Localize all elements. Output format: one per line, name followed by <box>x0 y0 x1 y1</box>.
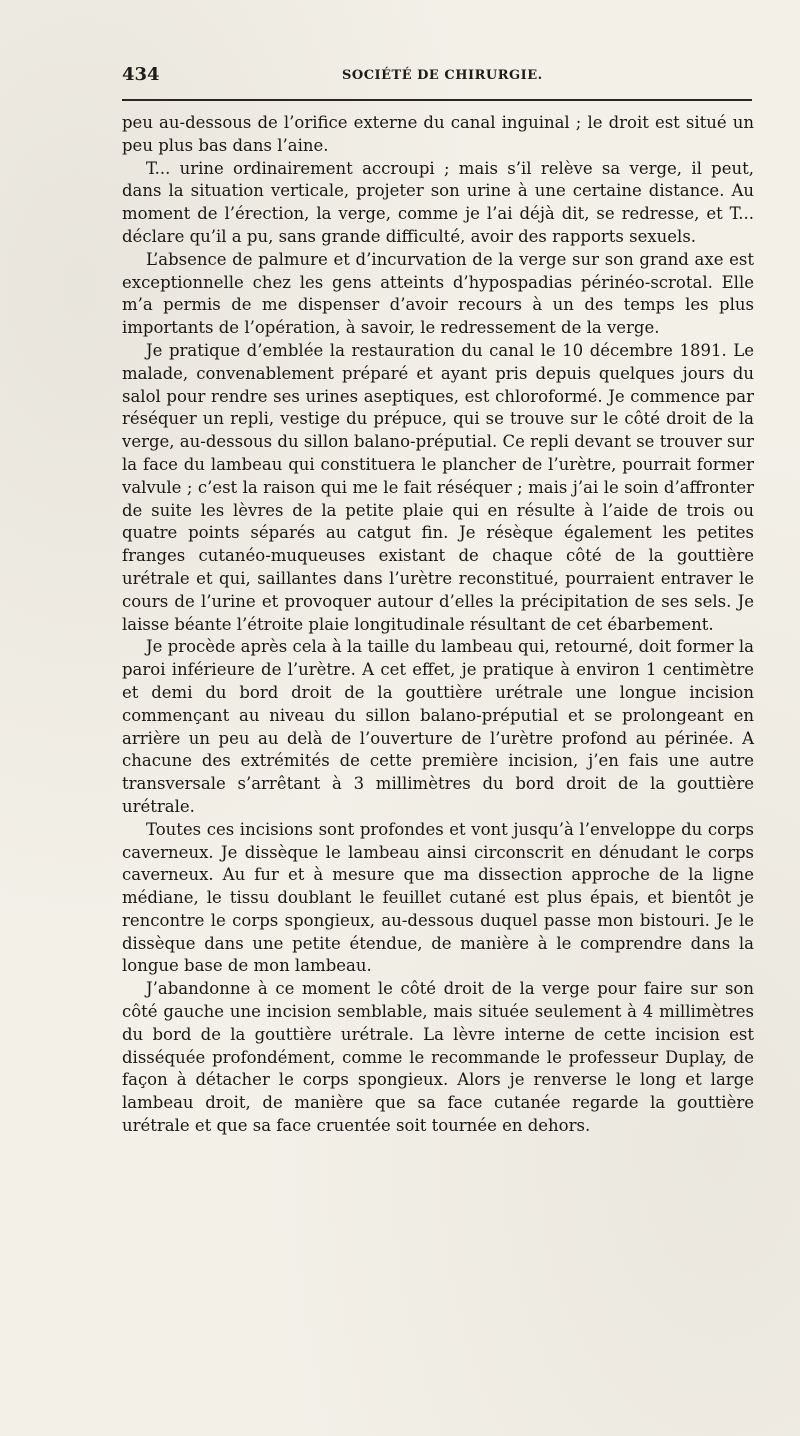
body-text <box>122 112 754 1138</box>
paragraph-continuation: peu au-dessous de l’orifice externe du canal inguinal ; le droit est situé un peu plus bas dans l’aine. <box>122 113 754 155</box>
header-rule <box>122 99 752 101</box>
paragraph: Je pratique d’emblée la restauration du canal le 10 décembre 1891. Le malade, convenablement préparé et ayant pris depuis quelques jours du salol pour rendre ses urines aseptiques, est chloroformé. Je commence par réséquer un repli, vestige du prépuce, qui se trouve sur le côté droit de la verge, au-dessous du sillon balano-préputial. Ce repli devant se trouver sur la face du lambeau qui constituera le plancher de l’urètre, pourrait former valvule ; c’est la raison qui me le fait réséquer ; mais j’ai le soin d’affronter de suite les lèvres de la petite plaie qui en résulte à l’aide de trois ou quatre points séparés au catgut fin. Je résèque également les petites franges cutanéo-muqueuses existant de chaque côté de la gouttière urétrale et qui, saillantes dans l’urètre reconstitué, pourraient entraver le cours de l’urine et provoquer autour d’elles la précipitation de ses sels. Je laisse béante l’étroite plaie longitudinale résultant de cet ébarbement. <box>122 340 754 634</box>
paragraph: Toutes ces incisions sont profondes et vont jusqu’à l’enveloppe du corps caverneux. Je dissèque le lambeau ainsi circonscrit en dénudant le corps caverneux. Au fur et à mesure que ma dissection approche de la ligne médiane, le tissu doublant le feuillet cutané est plus épais, et bientôt je rencontre le corps spongieux, au-dessous duquel passe mon bistouri. Je le dissèque dans une petite étendue, de manière à le comprendre dans la longue base de mon lambeau. <box>122 819 754 976</box>
page-number: 434 <box>122 64 160 85</box>
paragraph: J’abandonne à ce moment le côté droit de la verge pour faire sur son côté gauche une incision semblable, mais située seulement à 4 millimètres du bord de la gouttière urétrale. La lèvre interne de cette incision est disséquée profondément, comme le recommande le professeur Duplay, de façon à détacher le corps spongieux. Alors je renverse le long et large lambeau droit, de manière que sa face cutanée regarde la gouttière urétrale et que sa face cruentée soit tournée en dehors. <box>122 979 754 1136</box>
page-header <box>122 64 752 88</box>
paragraph: L’absence de palmure et d’incurvation de la verge sur son grand axe est exceptionnelle chez les gens atteints d’hypospadias périnéo-scrotal. Elle m’a permis de me dispenser d’avoir recours à un des temps les plus importants de l’opération, à savoir, le redressement de la verge. <box>122 249 754 338</box>
running-head: SOCIÉTÉ DE CHIRURGIE. <box>342 68 543 83</box>
paragraph: T... urine ordinairement accroupi ; mais s’il relève sa verge, il peut, dans la situation verticale, projeter son urine à une certaine distance. Au moment de l’érection, la verge, comme je l’ai déjà dit, se redresse, et T... déclare qu’il a pu, sans grande difficulté, avoir des rapports sexuels. <box>122 158 754 246</box>
paragraph: Je procède après cela à la taille du lambeau qui, retourné, doit former la paroi inférieure de l’urètre. A cet effet, je pratique à environ 1 centimètre et demi du bord droit de la gouttière urétrale une longue incision commençant au niveau du sillon balano-préputial et se prolongeant en arrière un peu au delà de l’ouverture de l’urètre profond au périnée. A chacune des extrémités de cette première incision, j’en fais une autre transversale s’arrêtant à 3 millimètres du bord droit de la gouttière urétrale. <box>122 637 754 816</box>
